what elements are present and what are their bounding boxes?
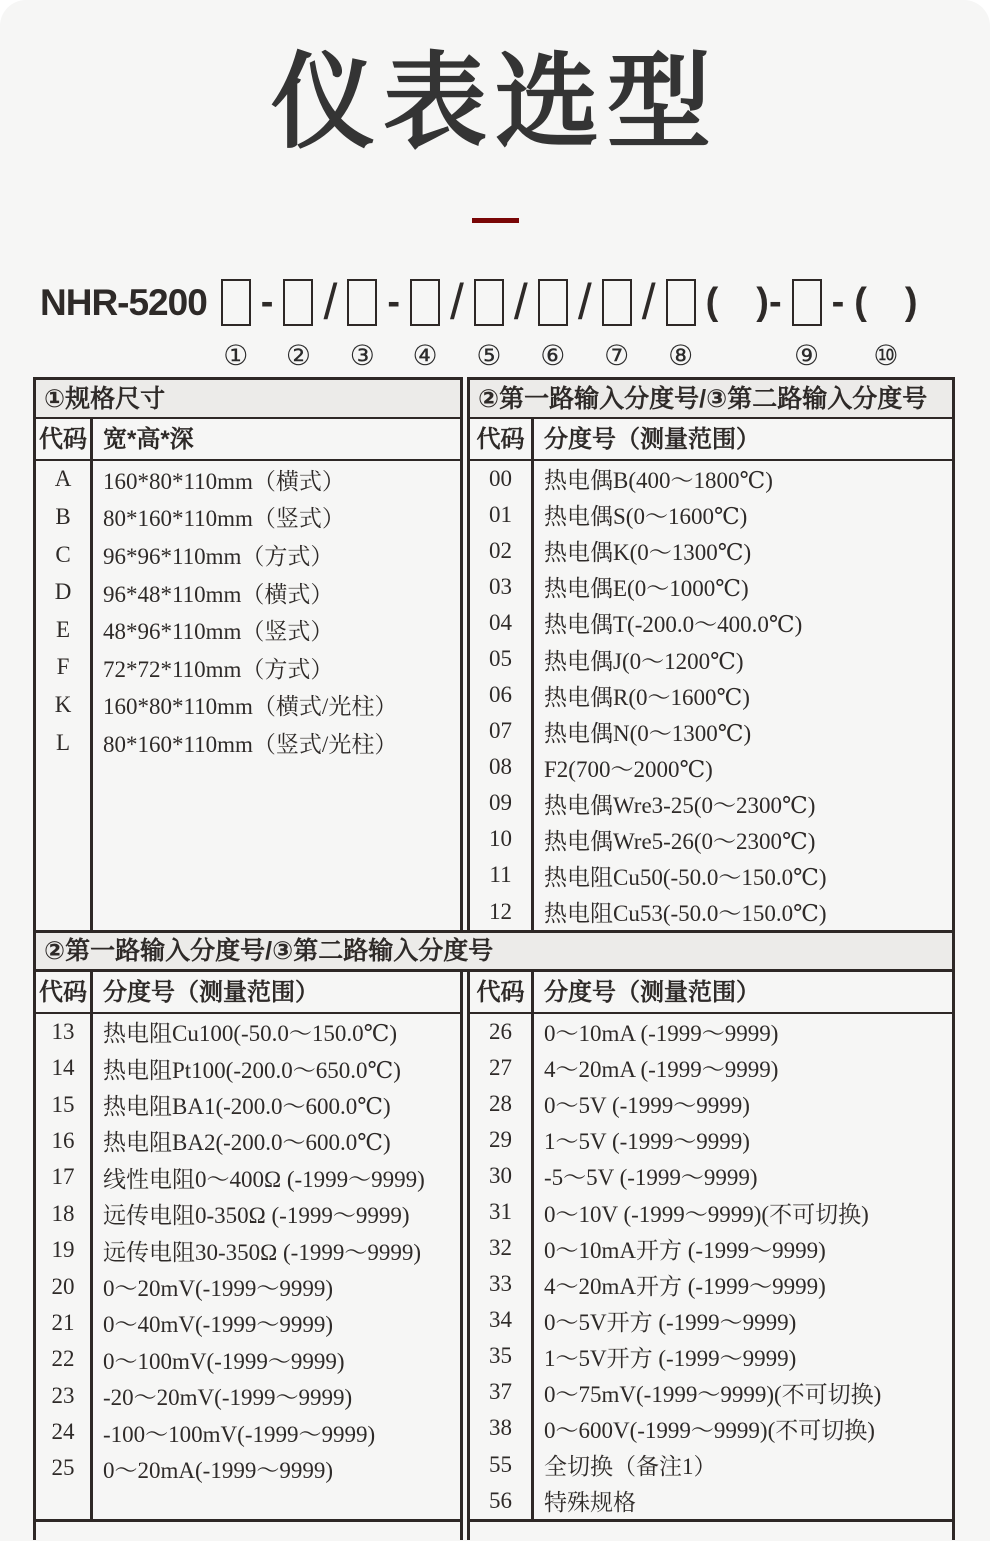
row-code: 17 bbox=[51, 1164, 75, 1190]
model-slot-box bbox=[602, 279, 632, 326]
position-number: ⑥ bbox=[540, 340, 566, 372]
row-code: D bbox=[54, 579, 72, 605]
row-desc: 48*96*110mm（竖式） bbox=[103, 619, 334, 645]
position-number: ⑤ bbox=[476, 340, 502, 372]
position-number: ⑩ bbox=[873, 340, 899, 372]
row-desc: 远传电阻30-350Ω (-1999～9999) bbox=[103, 1239, 421, 1265]
model-separator-slot bbox=[387, 279, 400, 326]
table-row bbox=[470, 461, 952, 497]
row-code: 18 bbox=[51, 1200, 75, 1226]
section-1 bbox=[33, 377, 955, 933]
cutoff-right-cell bbox=[467, 1522, 955, 1540]
column-header-code: 代码 bbox=[476, 978, 525, 1006]
row-desc: 热电偶B(400～1800℃) bbox=[544, 468, 773, 494]
row-code: 13 bbox=[51, 1018, 75, 1044]
table-row bbox=[470, 1158, 952, 1194]
row-code: 22 bbox=[51, 1346, 75, 1372]
row-code: 56 bbox=[489, 1487, 512, 1513]
model-slot-box bbox=[538, 279, 568, 326]
table-row bbox=[470, 1374, 952, 1410]
row-code: 34 bbox=[489, 1307, 512, 1333]
row-code: 08 bbox=[489, 754, 512, 780]
model-slot bbox=[666, 279, 696, 375]
model-slot bbox=[283, 279, 313, 375]
model-separator-slot bbox=[450, 273, 464, 330]
row-code: 03 bbox=[489, 573, 512, 599]
model-slot bbox=[410, 279, 440, 375]
section-2-header: ②第一路输入分度号/③第二路输入分度号 bbox=[33, 930, 955, 972]
next-section-cutoff bbox=[33, 1522, 955, 1540]
row-desc: 热电偶R(0～1600℃) bbox=[544, 684, 750, 710]
table-row bbox=[470, 1014, 952, 1050]
table-row bbox=[36, 536, 460, 574]
table-row bbox=[36, 1159, 460, 1195]
table-row bbox=[470, 1086, 952, 1122]
row-desc: 特殊规格 bbox=[544, 1490, 636, 1516]
table-row bbox=[470, 894, 952, 930]
table-row bbox=[36, 1086, 460, 1122]
model-slot-box bbox=[474, 279, 504, 326]
section-2 bbox=[33, 969, 955, 1522]
model-prefix: NHR-5200 bbox=[40, 281, 207, 323]
row-desc: 4～20mA开方 (-1999～9999) bbox=[544, 1273, 826, 1299]
table-row bbox=[36, 1305, 460, 1341]
model-slot-box bbox=[410, 279, 440, 326]
row-desc: 1～5V开方 (-1999～9999) bbox=[544, 1345, 797, 1371]
table-row bbox=[470, 1230, 952, 1266]
model-separator: / bbox=[323, 273, 338, 330]
table-row bbox=[36, 1268, 460, 1304]
row-desc: 热电阻Cu53(-50.0～150.0℃) bbox=[544, 901, 827, 927]
model-separator: - bbox=[831, 280, 845, 323]
row-desc: 0～10V (-1999～9999)(不可切换) bbox=[544, 1201, 869, 1227]
row-desc: 热电偶N(0～1300℃) bbox=[544, 720, 752, 746]
row-code: 30 bbox=[489, 1162, 512, 1188]
model-slot bbox=[221, 279, 251, 375]
row-code: 25 bbox=[51, 1455, 75, 1481]
model-separator-slot bbox=[513, 273, 528, 330]
model-separator-slot bbox=[641, 273, 656, 330]
table-row bbox=[36, 1014, 460, 1050]
model-separator: / bbox=[641, 273, 656, 330]
row-desc: 热电偶T(-200.0～400.0℃) bbox=[544, 612, 803, 638]
row-desc: 全切换（备注1） bbox=[544, 1454, 717, 1480]
row-desc: 1～5V (-1999～9999) bbox=[544, 1129, 750, 1155]
model-separator-slot bbox=[706, 279, 782, 326]
position-number: ⑨ bbox=[794, 340, 820, 372]
row-code: 15 bbox=[51, 1091, 75, 1117]
row-desc: 160*80*110mm（横式/光柱） bbox=[103, 694, 398, 720]
row-desc: 热电偶J(0～1200℃) bbox=[544, 648, 744, 674]
column-header-row bbox=[36, 419, 460, 461]
row-desc: -100～100mV(-1999～9999) bbox=[103, 1421, 376, 1447]
row-code: 12 bbox=[489, 898, 512, 924]
table-row bbox=[470, 1194, 952, 1230]
row-desc: -20～20mV(-1999～9999) bbox=[103, 1385, 353, 1411]
table-row bbox=[470, 821, 952, 857]
table-row bbox=[36, 686, 460, 724]
model-slot bbox=[602, 279, 632, 375]
model-code-line bbox=[0, 273, 990, 375]
table-row bbox=[470, 677, 952, 713]
row-code: 09 bbox=[489, 790, 512, 816]
table-row bbox=[36, 498, 460, 536]
table-row bbox=[36, 1123, 460, 1159]
selection-tables bbox=[33, 377, 955, 1540]
row-code: 37 bbox=[489, 1379, 512, 1405]
model-separator: ( )- bbox=[705, 280, 782, 323]
row-code: E bbox=[55, 616, 71, 642]
row-code: 55 bbox=[489, 1451, 512, 1477]
row-desc: 热电偶Wre5-26(0～2300℃) bbox=[544, 828, 816, 854]
position-number: ④ bbox=[412, 340, 438, 372]
table-row bbox=[36, 1414, 460, 1450]
table-header-label: ①规格尺寸 bbox=[44, 384, 166, 413]
row-desc: 0～20mA(-1999～9999) bbox=[103, 1457, 333, 1483]
row-code: L bbox=[55, 729, 71, 755]
table-body bbox=[470, 1014, 952, 1519]
position-number: ⑦ bbox=[604, 340, 630, 372]
table-row bbox=[36, 611, 460, 649]
column-header-row bbox=[470, 972, 952, 1014]
row-desc: 热电阻BA2(-200.0～600.0℃) bbox=[103, 1130, 391, 1156]
row-desc: 0～75mV(-1999～9999)(不可切换) bbox=[544, 1381, 882, 1407]
row-desc: -5～5V (-1999～9999) bbox=[544, 1165, 758, 1191]
table-body bbox=[470, 461, 952, 930]
table-row bbox=[470, 1050, 952, 1086]
row-desc: 0～40mV(-1999～9999) bbox=[103, 1312, 333, 1338]
row-code: 16 bbox=[51, 1127, 75, 1153]
column-header-desc: 分度号（测量范围） bbox=[103, 978, 319, 1006]
row-desc: 热电偶K(0～1300℃) bbox=[544, 540, 752, 566]
table-row bbox=[470, 533, 952, 569]
table-row bbox=[36, 1050, 460, 1086]
model-separator-slot bbox=[323, 273, 338, 330]
row-code: C bbox=[55, 541, 71, 567]
model-separator: ( ) bbox=[854, 280, 918, 323]
model-separator: / bbox=[577, 273, 592, 330]
row-desc: 0～5V (-1999～9999) bbox=[544, 1093, 750, 1119]
position-number: ③ bbox=[349, 340, 375, 372]
row-desc: 0～10mA (-1999～9999) bbox=[544, 1021, 779, 1047]
table-row bbox=[470, 569, 952, 605]
table-row bbox=[470, 605, 952, 641]
input-range-table-2-left bbox=[33, 969, 463, 1522]
table-row bbox=[36, 1378, 460, 1414]
model-separator: / bbox=[450, 273, 464, 330]
table-row bbox=[470, 1447, 952, 1483]
row-desc: 热电阻Cu50(-50.0～150.0℃) bbox=[544, 864, 827, 890]
spec-size-table bbox=[33, 377, 463, 933]
row-desc: 远传电阻0-350Ω (-1999～9999) bbox=[103, 1203, 410, 1229]
model-slot-box bbox=[666, 279, 696, 326]
table-row bbox=[470, 857, 952, 893]
row-desc: 0～20mV(-1999～9999) bbox=[103, 1276, 333, 1302]
input-range-table-2-right bbox=[467, 969, 955, 1522]
row-code: 32 bbox=[489, 1235, 512, 1261]
table-row bbox=[470, 1122, 952, 1158]
column-header-row bbox=[36, 972, 460, 1014]
row-code: 31 bbox=[489, 1199, 512, 1225]
row-code: 23 bbox=[51, 1382, 75, 1408]
model-slot bbox=[792, 279, 822, 375]
input-range-table-1 bbox=[467, 377, 955, 933]
table-row bbox=[36, 1232, 460, 1268]
row-code: 21 bbox=[51, 1309, 75, 1335]
row-code: 33 bbox=[489, 1271, 512, 1297]
table-row bbox=[470, 1302, 952, 1338]
row-code: 00 bbox=[489, 465, 512, 491]
row-desc: 0～600V(-1999～9999)(不可切换) bbox=[544, 1417, 875, 1443]
model-separator: - bbox=[387, 280, 401, 323]
row-code: 24 bbox=[51, 1419, 75, 1445]
row-desc: F2(700～2000℃) bbox=[544, 756, 713, 782]
row-code: 10 bbox=[489, 826, 512, 852]
table-row bbox=[470, 749, 952, 785]
table-row bbox=[36, 1196, 460, 1232]
model-separator: / bbox=[513, 273, 528, 330]
row-desc: 热电偶E(0～1000℃) bbox=[544, 576, 749, 602]
table-row bbox=[36, 461, 460, 499]
row-code: 19 bbox=[51, 1237, 75, 1263]
model-slot bbox=[474, 279, 504, 375]
table-row bbox=[470, 641, 952, 677]
row-desc: 线性电阻0～400Ω (-1999～9999) bbox=[103, 1166, 425, 1192]
row-code: F bbox=[56, 654, 70, 680]
table-row bbox=[470, 785, 952, 821]
model-separator-slot bbox=[261, 279, 274, 326]
row-code: 35 bbox=[489, 1343, 512, 1369]
model-separator: - bbox=[260, 280, 274, 323]
column-header-desc: 分度号（测量范围） bbox=[544, 978, 760, 1006]
row-code: 07 bbox=[489, 718, 512, 744]
row-desc: 80*160*110mm（竖式） bbox=[103, 506, 345, 532]
model-slot-box bbox=[347, 279, 377, 326]
row-desc: 72*72*110mm（方式） bbox=[103, 656, 334, 682]
model-slot-box bbox=[283, 279, 313, 326]
row-code: 26 bbox=[489, 1018, 512, 1044]
model-separator-slot bbox=[832, 279, 845, 326]
row-desc: 热电偶S(0～1600℃) bbox=[544, 504, 748, 530]
column-header-code: 代码 bbox=[39, 978, 87, 1006]
row-code: 14 bbox=[51, 1055, 75, 1081]
model-slot bbox=[347, 279, 377, 375]
row-desc: 96*48*110mm（横式） bbox=[103, 581, 334, 607]
position-number: ⑧ bbox=[668, 340, 694, 372]
row-desc: 96*96*110mm（方式） bbox=[103, 544, 334, 570]
model-slot bbox=[538, 279, 568, 375]
row-code: 11 bbox=[489, 862, 512, 888]
row-desc: 80*160*110mm（竖式/光柱） bbox=[103, 732, 398, 758]
column-header-desc: 宽*高*深 bbox=[103, 425, 194, 453]
cutoff-left-cell bbox=[33, 1522, 463, 1540]
row-code: 01 bbox=[489, 501, 512, 527]
row-code: 04 bbox=[489, 609, 512, 635]
table-body bbox=[36, 461, 460, 930]
row-code: 06 bbox=[489, 682, 512, 708]
column-header-desc: 分度号（测量范围） bbox=[544, 425, 760, 453]
row-code: 38 bbox=[489, 1415, 512, 1441]
row-code: 28 bbox=[489, 1090, 512, 1116]
row-code: K bbox=[54, 691, 72, 717]
column-header-code: 代码 bbox=[476, 425, 525, 453]
row-code: A bbox=[54, 466, 72, 492]
position-number: ② bbox=[285, 340, 311, 372]
row-desc: 0～5V开方 (-1999～9999) bbox=[544, 1309, 797, 1335]
table-row bbox=[36, 573, 460, 611]
table-row bbox=[470, 1338, 952, 1374]
row-desc: 160*80*110mm（横式） bbox=[103, 468, 345, 494]
table-header-label: ②第一路输入分度号/③第二路输入分度号 bbox=[478, 384, 928, 413]
row-desc: 热电阻Cu100(-50.0～150.0℃) bbox=[103, 1021, 398, 1047]
row-code: 29 bbox=[489, 1126, 512, 1152]
table-row bbox=[470, 1266, 952, 1302]
row-desc: 热电阻Pt100(-200.0～650.0℃) bbox=[103, 1057, 401, 1083]
table-row bbox=[470, 713, 952, 749]
row-desc: 热电偶Wre3-25(0～2300℃) bbox=[544, 792, 816, 818]
accent-dash bbox=[472, 218, 519, 223]
table-row bbox=[470, 497, 952, 533]
row-desc: 0～100mV(-1999～9999) bbox=[103, 1348, 345, 1374]
table-body bbox=[36, 1014, 460, 1519]
row-desc: 0～10mA开方 (-1999～9999) bbox=[544, 1237, 826, 1263]
column-header-code: 代码 bbox=[39, 425, 87, 453]
input-range-table-1-header bbox=[470, 380, 952, 419]
row-code: B bbox=[55, 503, 71, 529]
row-code: 27 bbox=[489, 1054, 512, 1080]
model-separator-slot bbox=[854, 279, 917, 375]
table-row bbox=[36, 724, 460, 762]
column-header-row bbox=[470, 419, 952, 461]
table-row bbox=[36, 649, 460, 687]
row-code: 05 bbox=[489, 646, 512, 672]
model-slot-box bbox=[221, 279, 251, 326]
row-code: 20 bbox=[51, 1273, 75, 1299]
row-desc: 热电阻BA1(-200.0～600.0℃) bbox=[103, 1094, 391, 1120]
position-number: ① bbox=[223, 340, 249, 372]
model-separator-slot bbox=[577, 273, 592, 330]
spec-size-table-header bbox=[36, 380, 460, 419]
table-row bbox=[470, 1483, 952, 1519]
table-row bbox=[36, 1341, 460, 1377]
model-slot-box bbox=[792, 279, 822, 326]
table-row bbox=[470, 1410, 952, 1446]
page-title: 仪表选型 bbox=[270, 45, 719, 161]
table-row bbox=[36, 1450, 460, 1486]
row-code: 02 bbox=[489, 537, 512, 563]
row-desc: 4～20mA (-1999～9999) bbox=[544, 1057, 779, 1083]
